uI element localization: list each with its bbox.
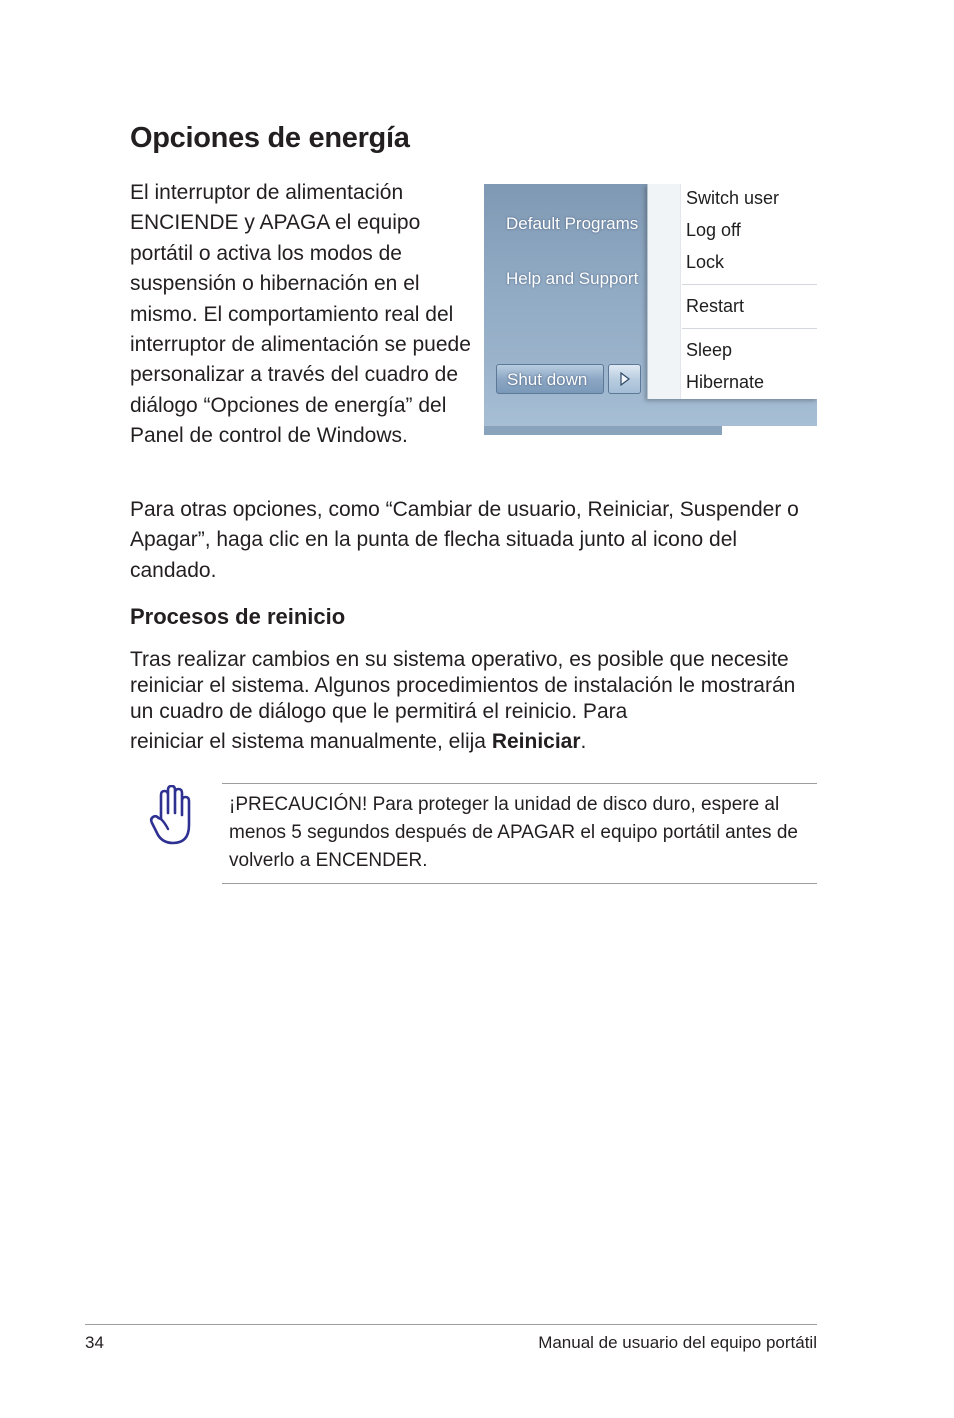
subsection-title: Procesos de reinicio: [130, 604, 346, 629]
menu-item-hibernate: Hibernate: [686, 372, 765, 392]
restart-paragraph: [130, 647, 820, 755]
footer-manual-title: Manual de usuario del equipo portátil: [538, 1333, 817, 1352]
shutdown-button: Shut down: [496, 364, 604, 394]
restart-bold-term: Reiniciar: [491, 730, 581, 753]
options-paragraph: Para otras opciones, como “Cambiar de usuario, Reiniciar, Suspender o Apagar”, haga clic en la punta de flecha situada junto al icono del candado.: [130, 498, 799, 582]
menu-item-log-off: Log off: [686, 220, 741, 240]
caution-top-rule: [222, 783, 817, 784]
page-number: 34: [85, 1333, 104, 1352]
restart-paragraph-text: Tras realizar cambios en su sistema operativo, es posible que necesite reiniciar el sistema. Algunos procedimientos de instalación le mostrarán un cuadro de diálogo que le permitirá el reinicio. Para: [130, 648, 796, 723]
start-menu-item-help-support: Help and Support: [506, 269, 639, 288]
restart-last-line-prefix: reiniciar el sistema manualmente, elija: [130, 730, 492, 753]
menu-separator: [682, 284, 817, 285]
start-menu-item-default-programs: Default Programs: [506, 214, 639, 233]
menu-item-lock: Lock: [686, 252, 725, 272]
menu-item-restart: Restart: [686, 296, 745, 316]
caution-bottom-rule: [222, 883, 817, 884]
menu-item-sleep: Sleep: [686, 340, 733, 360]
caution-text: ¡PRECAUCIÓN! Para proteger la unidad de disco duro, espere al menos 5 segundos después de APAGAR el equipo portátil antes de volverlo a ENCENDER.: [229, 794, 798, 871]
intro-paragraph: El interruptor de alimentación ENCIENDE y APAGA el equipo portátil o activa los modos de suspensión o hibernación en el mismo. El comportamiento real del interruptor de alimentación se puede personalizar a través del cuadro de diálogo “Opciones de energía” del Panel de control de Windows.: [130, 181, 471, 448]
shutdown-options-menu: [647, 184, 817, 399]
restart-paragraph-last-line: [130, 729, 820, 755]
hand-stop-icon: [149, 785, 193, 847]
restart-last-line-suffix: .: [580, 730, 587, 753]
footer-rule: [85, 1324, 817, 1325]
menu-separator: [682, 328, 817, 329]
page-title: Opciones de energía: [130, 122, 410, 154]
arrow-right-icon: [619, 372, 631, 386]
start-menu-screenshot: [484, 184, 817, 435]
shutdown-arrow-button: [608, 364, 641, 394]
taskbar-strip: [484, 426, 817, 435]
menu-item-switch-user: Switch user: [686, 188, 780, 208]
